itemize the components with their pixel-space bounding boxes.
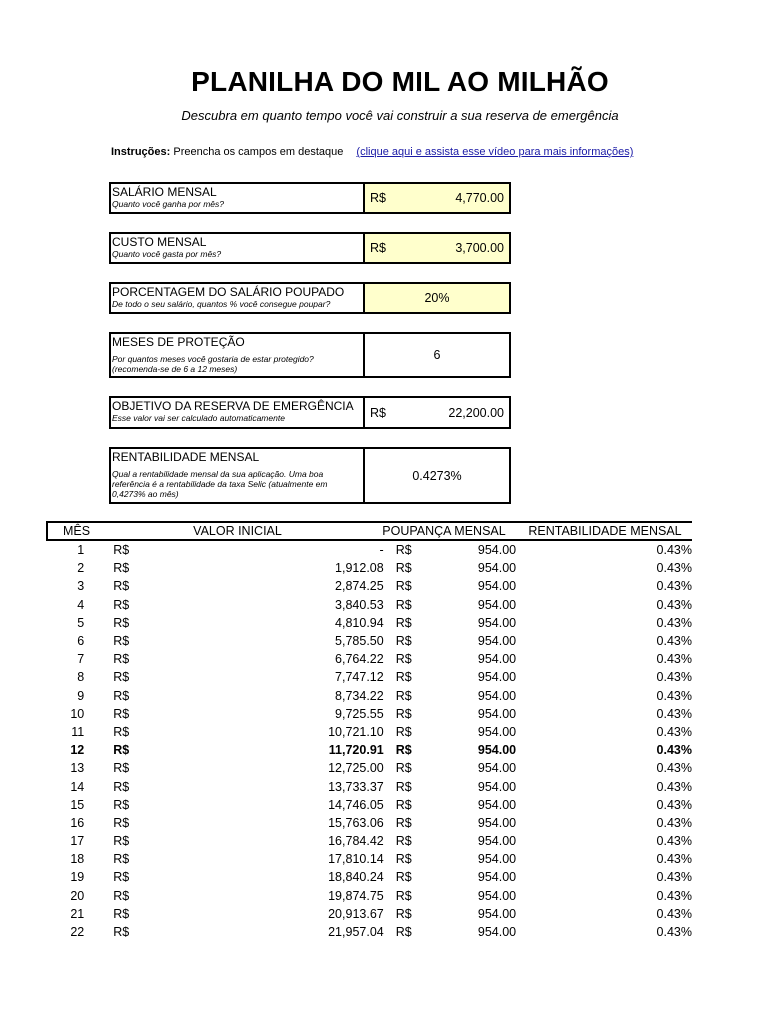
cell-currency: R$ [395, 779, 412, 794]
cell-currency: R$ [113, 761, 130, 776]
cell-valor-inicial: 10,721.10 [328, 724, 384, 739]
cell-valor-inicial: 18,840.24 [328, 870, 384, 885]
cell-poupanca-mensal: 954.00 [477, 834, 517, 849]
param-porcentagem-label-cell [111, 284, 365, 312]
param-porcentagem-label: PORCENTAGEM DO SALÁRIO POUPADO [112, 285, 345, 299]
cell-rentabilidade-mensal: 0.43% [656, 670, 692, 685]
cell-rentabilidade-mensal: 0.43% [656, 615, 692, 630]
cell-rentabilidade-mensal: 0.43% [656, 906, 692, 921]
table-body [46, 541, 692, 941]
cell-currency: R$ [113, 652, 130, 667]
cell-mes: 14 [70, 779, 85, 794]
currency-label: R$ [370, 191, 386, 205]
porcentagem-value: 20% [424, 291, 450, 305]
projection-table [46, 521, 692, 941]
page-title: PLANILHA DO MIL AO MILHÃO [191, 66, 609, 97]
cell-mes: 16 [70, 815, 85, 830]
cell-currency: R$ [395, 815, 412, 830]
cell-currency: R$ [395, 615, 412, 630]
instructions-label: Instruções: [111, 146, 171, 158]
cell-mes: 15 [70, 797, 85, 812]
table-row [46, 559, 692, 577]
cell-currency: R$ [113, 543, 130, 558]
cell-currency: R$ [113, 634, 130, 649]
cell-poupanca-mensal: 954.00 [477, 743, 517, 758]
cell-poupanca-mensal: 954.00 [477, 615, 517, 630]
cell-mes: 1 [77, 543, 85, 558]
cell-currency: R$ [113, 797, 130, 812]
table-row [46, 668, 692, 686]
param-rentabilidade-desc: Qual a rentabilidade mensal da sua aplicação. Uma boa referência é a rentabilidade da taxa Selic (atualmente em 0,4273% ao mês) [112, 469, 328, 499]
table-row [46, 596, 692, 614]
cell-mes: 5 [77, 615, 85, 630]
cell-rentabilidade-mensal: 0.43% [656, 779, 692, 794]
currency-label: R$ [370, 241, 386, 255]
param-rentabilidade [109, 447, 511, 504]
cell-poupanca-mensal: 954.00 [477, 670, 517, 685]
cell-valor-inicial: 17,810.14 [328, 852, 384, 867]
cell-valor-inicial: 2,874.25 [335, 579, 384, 594]
objetivo-value: 22,200.00 [448, 405, 504, 420]
porcentagem-input[interactable] [365, 284, 509, 312]
param-objetivo-label: OBJETIVO DA RESERVA DE EMERGÊNCIA [112, 399, 354, 413]
cell-poupanca-mensal: 954.00 [477, 634, 517, 649]
video-link[interactable]: (clique aqui e assista esse vídeo para mais informações) [356, 146, 634, 158]
cell-poupanca-mensal: 954.00 [477, 652, 517, 667]
cell-currency: R$ [113, 706, 130, 721]
objetivo-output [365, 398, 509, 427]
cell-valor-inicial: - [379, 543, 384, 558]
table-row [46, 814, 692, 832]
cell-valor-inicial: 16,784.42 [328, 834, 384, 849]
param-rentabilidade-label: RENTABILIDADE MENSAL [112, 450, 260, 464]
cell-rentabilidade-mensal: 0.43% [656, 797, 692, 812]
cell-mes: 3 [77, 579, 85, 594]
cell-currency: R$ [395, 925, 412, 940]
cell-currency: R$ [113, 906, 130, 921]
cell-mes: 4 [77, 597, 85, 612]
meses-value: 6 [433, 348, 441, 362]
cell-mes: 22 [70, 925, 85, 940]
table-row [46, 759, 692, 777]
param-salario-label: SALÁRIO MENSAL [112, 185, 217, 199]
param-custo [109, 232, 511, 264]
cell-currency: R$ [395, 706, 412, 721]
instructions-text: Preencha os campos em destaque [173, 146, 344, 158]
meses-input[interactable] [365, 334, 509, 376]
cell-rentabilidade-mensal: 0.43% [656, 888, 692, 903]
cell-rentabilidade-mensal: 0.43% [656, 815, 692, 830]
cell-rentabilidade-mensal: 0.43% [656, 579, 692, 594]
cell-rentabilidade-mensal: 0.43% [656, 597, 692, 612]
cell-poupanca-mensal: 954.00 [477, 906, 517, 921]
table-row [46, 868, 692, 886]
cell-currency: R$ [395, 724, 412, 739]
currency-label: R$ [370, 405, 386, 420]
cell-poupanca-mensal: 954.00 [477, 761, 517, 776]
table-row [46, 905, 692, 923]
table-row [46, 577, 692, 595]
header-poupanca-mensal: POUPANÇA MENSAL [382, 524, 506, 538]
cell-poupanca-mensal: 954.00 [477, 706, 517, 721]
cell-valor-inicial: 19,874.75 [328, 888, 384, 903]
cell-mes: 13 [70, 761, 85, 776]
cell-mes: 6 [77, 634, 85, 649]
cell-valor-inicial: 4,810.94 [335, 615, 384, 630]
cell-valor-inicial: 5,785.50 [335, 634, 384, 649]
cell-rentabilidade-mensal: 0.43% [656, 634, 692, 649]
param-custo-desc: Quanto você gasta por mês? [112, 249, 222, 259]
cell-currency: R$ [113, 852, 130, 867]
cell-currency: R$ [113, 834, 130, 849]
cell-currency: R$ [395, 797, 412, 812]
cell-currency: R$ [395, 579, 412, 594]
cell-currency: R$ [395, 688, 412, 703]
cell-poupanca-mensal: 954.00 [477, 688, 517, 703]
param-meses-label: MESES DE PROTEÇÃO [112, 335, 245, 349]
cell-currency: R$ [395, 597, 412, 612]
cell-currency: R$ [113, 597, 130, 612]
cell-currency: R$ [395, 834, 412, 849]
param-meses-label-cell [111, 334, 365, 376]
cell-currency: R$ [113, 561, 130, 576]
param-meses-desc: Por quantos meses você gostaria de estar protegido? (recomenda-se de 6 a 12 meses) [112, 354, 314, 374]
table-row [46, 705, 692, 723]
cell-mes: 9 [77, 688, 85, 703]
cell-currency: R$ [113, 925, 130, 940]
header-rentabilidade-mensal: RENTABILIDADE MENSAL [528, 524, 682, 538]
cell-rentabilidade-mensal: 0.43% [656, 761, 692, 776]
cell-valor-inicial: 1,912.08 [335, 561, 384, 576]
cell-rentabilidade-mensal: 0.43% [656, 561, 692, 576]
cell-currency: R$ [113, 579, 130, 594]
param-salario-label-cell [111, 184, 365, 212]
cell-currency: R$ [395, 561, 412, 576]
cell-currency: R$ [395, 888, 412, 903]
cell-poupanca-mensal: 954.00 [477, 724, 517, 739]
cell-rentabilidade-mensal: 0.43% [656, 652, 692, 667]
table-row [46, 850, 692, 868]
cell-rentabilidade-mensal: 0.43% [656, 724, 692, 739]
cell-mes: 18 [70, 852, 85, 867]
cell-poupanca-mensal: 954.00 [477, 579, 517, 594]
table-row [46, 832, 692, 850]
cell-mes: 2 [77, 561, 85, 576]
cell-currency: R$ [395, 652, 412, 667]
cell-valor-inicial: 8,734.22 [335, 688, 384, 703]
cell-poupanca-mensal: 954.00 [477, 779, 517, 794]
cell-poupanca-mensal: 954.00 [477, 852, 517, 867]
cell-rentabilidade-mensal: 0.43% [656, 743, 692, 758]
cell-mes: 8 [77, 670, 85, 685]
param-salario-desc: Quanto você ganha por mês? [112, 199, 224, 209]
cell-currency: R$ [395, 543, 412, 558]
cell-valor-inicial: 11,720.91 [328, 743, 384, 758]
header-mes: MÊS [62, 524, 91, 538]
cell-mes: 7 [77, 652, 85, 667]
cell-rentabilidade-mensal: 0.43% [656, 870, 692, 885]
cell-valor-inicial: 15,763.06 [328, 815, 384, 830]
table-row [46, 796, 692, 814]
cell-rentabilidade-mensal: 0.43% [656, 834, 692, 849]
cell-rentabilidade-mensal: 0.43% [656, 543, 692, 558]
cell-currency: R$ [113, 688, 130, 703]
cell-poupanca-mensal: 954.00 [477, 870, 517, 885]
instructions [111, 146, 633, 158]
rentabilidade-value: 0.4273% [412, 468, 462, 483]
cell-currency: R$ [395, 852, 412, 867]
cell-currency: R$ [113, 815, 130, 830]
cell-poupanca-mensal: 954.00 [477, 925, 517, 940]
cell-currency: R$ [395, 743, 412, 758]
param-objetivo-desc: Esse valor vai ser calculado automaticamente [112, 413, 285, 423]
page-subtitle: Descubra em quanto tempo você vai construir a sua reserva de emergência [181, 108, 619, 123]
table-row [46, 632, 692, 650]
table-row [46, 687, 692, 705]
cell-poupanca-mensal: 954.00 [477, 797, 517, 812]
cell-currency: R$ [395, 634, 412, 649]
cell-valor-inicial: 7,747.12 [335, 670, 384, 685]
table-row [46, 650, 692, 668]
cell-valor-inicial: 13,733.37 [328, 779, 384, 794]
cell-mes: 20 [70, 888, 85, 903]
cell-valor-inicial: 6,764.22 [335, 652, 384, 667]
custo-value: 3,700.00 [455, 241, 504, 255]
cell-poupanca-mensal: 954.00 [477, 597, 517, 612]
cell-currency: R$ [113, 615, 130, 630]
cell-currency: R$ [113, 724, 130, 739]
cell-currency: R$ [113, 743, 130, 758]
param-objetivo-label-cell [111, 398, 365, 427]
cell-mes: 21 [70, 906, 85, 921]
cell-currency: R$ [113, 670, 130, 685]
cell-currency: R$ [113, 888, 130, 903]
cell-poupanca-mensal: 954.00 [477, 561, 517, 576]
cell-mes: 11 [71, 724, 85, 739]
cell-mes: 12 [70, 743, 85, 758]
cell-valor-inicial: 12,725.00 [328, 761, 384, 776]
cell-currency: R$ [395, 870, 412, 885]
cell-rentabilidade-mensal: 0.43% [656, 925, 692, 940]
cell-currency: R$ [395, 761, 412, 776]
cell-currency: R$ [395, 906, 412, 921]
cell-mes: 10 [70, 706, 85, 721]
cell-valor-inicial: 9,725.55 [335, 706, 384, 721]
header-valor-inicial: VALOR INICIAL [193, 524, 282, 538]
cell-rentabilidade-mensal: 0.43% [656, 852, 692, 867]
salario-value: 4,770.00 [455, 191, 504, 205]
table-row [46, 723, 692, 741]
cell-valor-inicial: 3,840.53 [335, 597, 384, 612]
param-rentabilidade-label-cell [111, 449, 365, 502]
param-objetivo [109, 396, 511, 429]
table-row [46, 614, 692, 632]
cell-currency: R$ [395, 670, 412, 685]
cell-poupanca-mensal: 954.00 [477, 543, 517, 558]
param-porcentagem [109, 282, 511, 314]
cell-rentabilidade-mensal: 0.43% [656, 706, 692, 721]
cell-poupanca-mensal: 954.00 [477, 815, 517, 830]
param-custo-label: CUSTO MENSAL [112, 235, 207, 249]
cell-currency: R$ [113, 779, 130, 794]
cell-currency: R$ [113, 870, 130, 885]
cell-poupanca-mensal: 954.00 [477, 888, 517, 903]
custo-input[interactable] [365, 234, 509, 262]
cell-mes: 19 [70, 870, 85, 885]
cell-valor-inicial: 20,913.67 [328, 906, 384, 921]
cell-mes: 17 [70, 834, 85, 849]
param-salario [109, 182, 511, 214]
cell-valor-inicial: 21,957.04 [328, 925, 384, 940]
param-custo-label-cell [111, 234, 365, 262]
table-row [46, 741, 692, 759]
table-row [46, 887, 692, 905]
param-meses [109, 332, 511, 378]
table-row [46, 541, 692, 559]
table-row [46, 923, 692, 941]
cell-rentabilidade-mensal: 0.43% [656, 688, 692, 703]
param-porcentagem-desc: De todo o seu salário, quantos % você consegue poupar? [112, 299, 331, 309]
table-header [46, 521, 692, 541]
table-row [46, 777, 692, 795]
cell-valor-inicial: 14,746.05 [328, 797, 384, 812]
rentabilidade-input[interactable] [365, 449, 509, 502]
salario-input[interactable] [365, 184, 509, 212]
